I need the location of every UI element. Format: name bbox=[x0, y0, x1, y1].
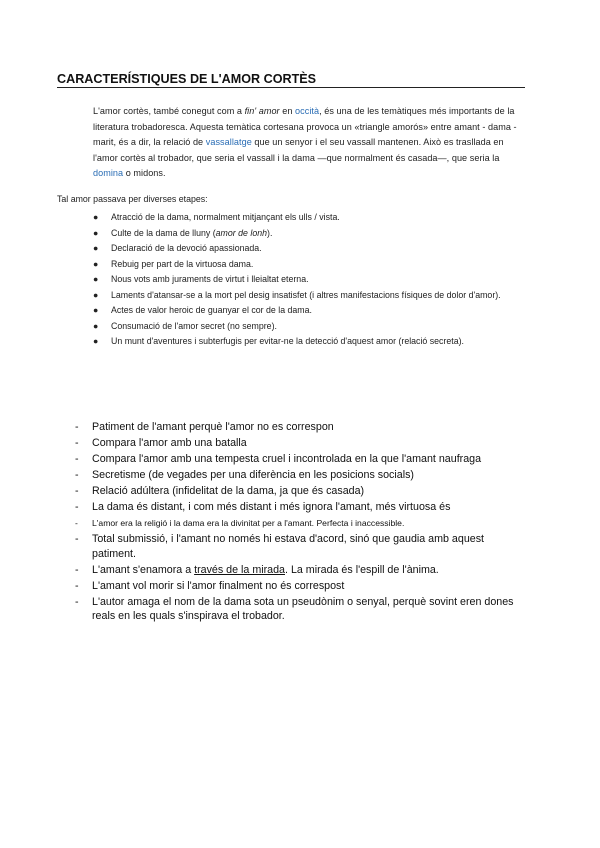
list-item bbox=[75, 452, 525, 467]
bullet-icon: ● bbox=[93, 305, 99, 315]
list-item bbox=[75, 579, 525, 594]
list-item bbox=[93, 210, 518, 224]
dash-icon: - bbox=[75, 563, 79, 576]
dash-icon: - bbox=[75, 453, 79, 465]
link-domina[interactable]: domina bbox=[93, 168, 124, 179]
bullet-icon: ● bbox=[93, 336, 99, 346]
dash-icon: - bbox=[75, 485, 79, 497]
list-item bbox=[75, 436, 525, 451]
intro-fin-amor: fin' amor bbox=[244, 106, 280, 116]
stage-italic: amor de lonh bbox=[215, 227, 268, 238]
intro-text-5: o midons. bbox=[123, 168, 166, 179]
bullet-icon: ● bbox=[93, 258, 99, 269]
bullet-icon: ● bbox=[93, 227, 99, 238]
intro-paragraph bbox=[93, 104, 517, 182]
traits-list bbox=[75, 420, 525, 625]
bullet-icon: ● bbox=[93, 274, 99, 284]
list-item bbox=[75, 563, 525, 578]
list-item bbox=[93, 226, 518, 240]
trait-text: L'autor amaga el nom de la dama sota un pseudònim o senyal, perquè sovint eren dones reals en les quals s'inspirava el trobador. bbox=[92, 595, 514, 622]
list-item bbox=[93, 257, 518, 271]
bullet-icon: ● bbox=[93, 212, 99, 222]
link-vassallatge[interactable]: vassallatge bbox=[205, 137, 252, 148]
trait-text: La dama és distant, i com més distant i més ignora l'amant, més virtuosa és bbox=[92, 501, 451, 513]
link-traves-mirada[interactable]: través de la mirada bbox=[194, 563, 285, 576]
dash-icon: - bbox=[75, 437, 79, 449]
stage-text: Actes de valor heroic de guanyar el cor de la dama. bbox=[111, 305, 312, 315]
trait-text: Compara l'amor amb una batalla bbox=[92, 437, 247, 449]
intro-text-3: , és una de les temàtiques més importants de la literatura trobadoresca. Aquesta temàtica cortesana provoca un «triangle amorós» entre amant - dama - marit, és a dir, la relació de bbox=[93, 106, 517, 148]
trait-text: L'amant s'enamora a bbox=[92, 563, 195, 576]
dash-icon: - bbox=[75, 421, 79, 433]
intro-text-4: que un senyor i el seu vassall mantenen. Això es trasllada en l'amor cortès al trobador, que seria el vassall i la dama —que normalment és casada—, que seria la bbox=[93, 137, 504, 163]
dash-icon: - bbox=[75, 469, 79, 481]
list-item bbox=[93, 334, 518, 348]
dash-icon: - bbox=[75, 501, 79, 513]
list-item bbox=[75, 516, 525, 531]
list-item bbox=[75, 484, 525, 499]
list-item bbox=[93, 241, 518, 255]
stage-text: Declaració de la devoció apassionada. bbox=[111, 243, 262, 253]
list-item bbox=[75, 532, 525, 561]
link-occita[interactable]: occità bbox=[295, 106, 320, 116]
list-item bbox=[93, 319, 518, 333]
bullet-icon: ● bbox=[93, 320, 99, 331]
dash-icon: - bbox=[75, 518, 78, 528]
list-item bbox=[75, 468, 525, 483]
intro-text-1: L'amor cortès, també conegut com a bbox=[93, 106, 245, 116]
list-item bbox=[93, 303, 518, 317]
trait-text: Patiment de l'amant perquè l'amor no es correspon bbox=[92, 421, 334, 433]
list-item bbox=[75, 420, 525, 435]
stage-text: Nous vots amb juraments de virtut i lleialtat eterna. bbox=[111, 274, 309, 284]
dash-icon: - bbox=[75, 595, 79, 608]
bullet-icon: ● bbox=[93, 289, 99, 300]
list-item bbox=[93, 288, 518, 302]
list-item bbox=[75, 595, 525, 624]
intro-text-2: en bbox=[279, 106, 296, 116]
dash-icon: - bbox=[75, 579, 79, 592]
list-item bbox=[93, 272, 518, 286]
trait-text: L'amant vol morir si l'amor finalment no és correspost bbox=[92, 579, 345, 592]
page-title: CARACTERÍSTIQUES DE L'AMOR CORTÈS bbox=[57, 72, 525, 88]
stage-text: Un munt d'aventures i subterfugis per evitar-ne la detecció d'aquest amor (relació secreta). bbox=[111, 336, 464, 346]
trait-text: Compara l'amor amb una tempesta cruel i incontrolada en la que l'amant naufraga bbox=[92, 453, 482, 465]
trait-text: Relació adúltera (infidelitat de la dama, ja que és casada) bbox=[92, 485, 365, 497]
dash-icon: - bbox=[75, 533, 79, 545]
stage-text: Culte de la dama de lluny ( bbox=[111, 227, 216, 238]
stage-text: Consumació de l'amor secret (no sempre). bbox=[111, 320, 277, 331]
trait-text: Total submissió, i l'amant no només hi estava d'acord, sinó que gaudia amb aquest patiment. bbox=[92, 533, 485, 560]
bullet-icon: ● bbox=[93, 243, 99, 253]
stages-list bbox=[93, 210, 518, 350]
list-item bbox=[75, 500, 525, 515]
stage-text: Rebuig per part de la virtuosa dama. bbox=[111, 258, 254, 269]
stage-text: Laments d'atansar-se a la mort pel desig insatisfet (i altres manifestacions físiques de dolor d'amor). bbox=[111, 289, 501, 300]
trait-text: Secretisme (de vegades per una diferència en les posicions socials) bbox=[92, 469, 414, 481]
stages-heading: Tal amor passava per diverses etapes: bbox=[57, 194, 208, 204]
trait-text: . La mirada és l'espill de l'ànima. bbox=[285, 563, 439, 576]
trait-text: L'amor era la religió i la dama era la divinitat per a l'amant. Perfecta i inaccessible. bbox=[92, 518, 405, 528]
stage-text: Atracció de la dama, normalment mitjançant els ulls / vista. bbox=[111, 212, 340, 222]
stage-text: ). bbox=[267, 227, 273, 238]
